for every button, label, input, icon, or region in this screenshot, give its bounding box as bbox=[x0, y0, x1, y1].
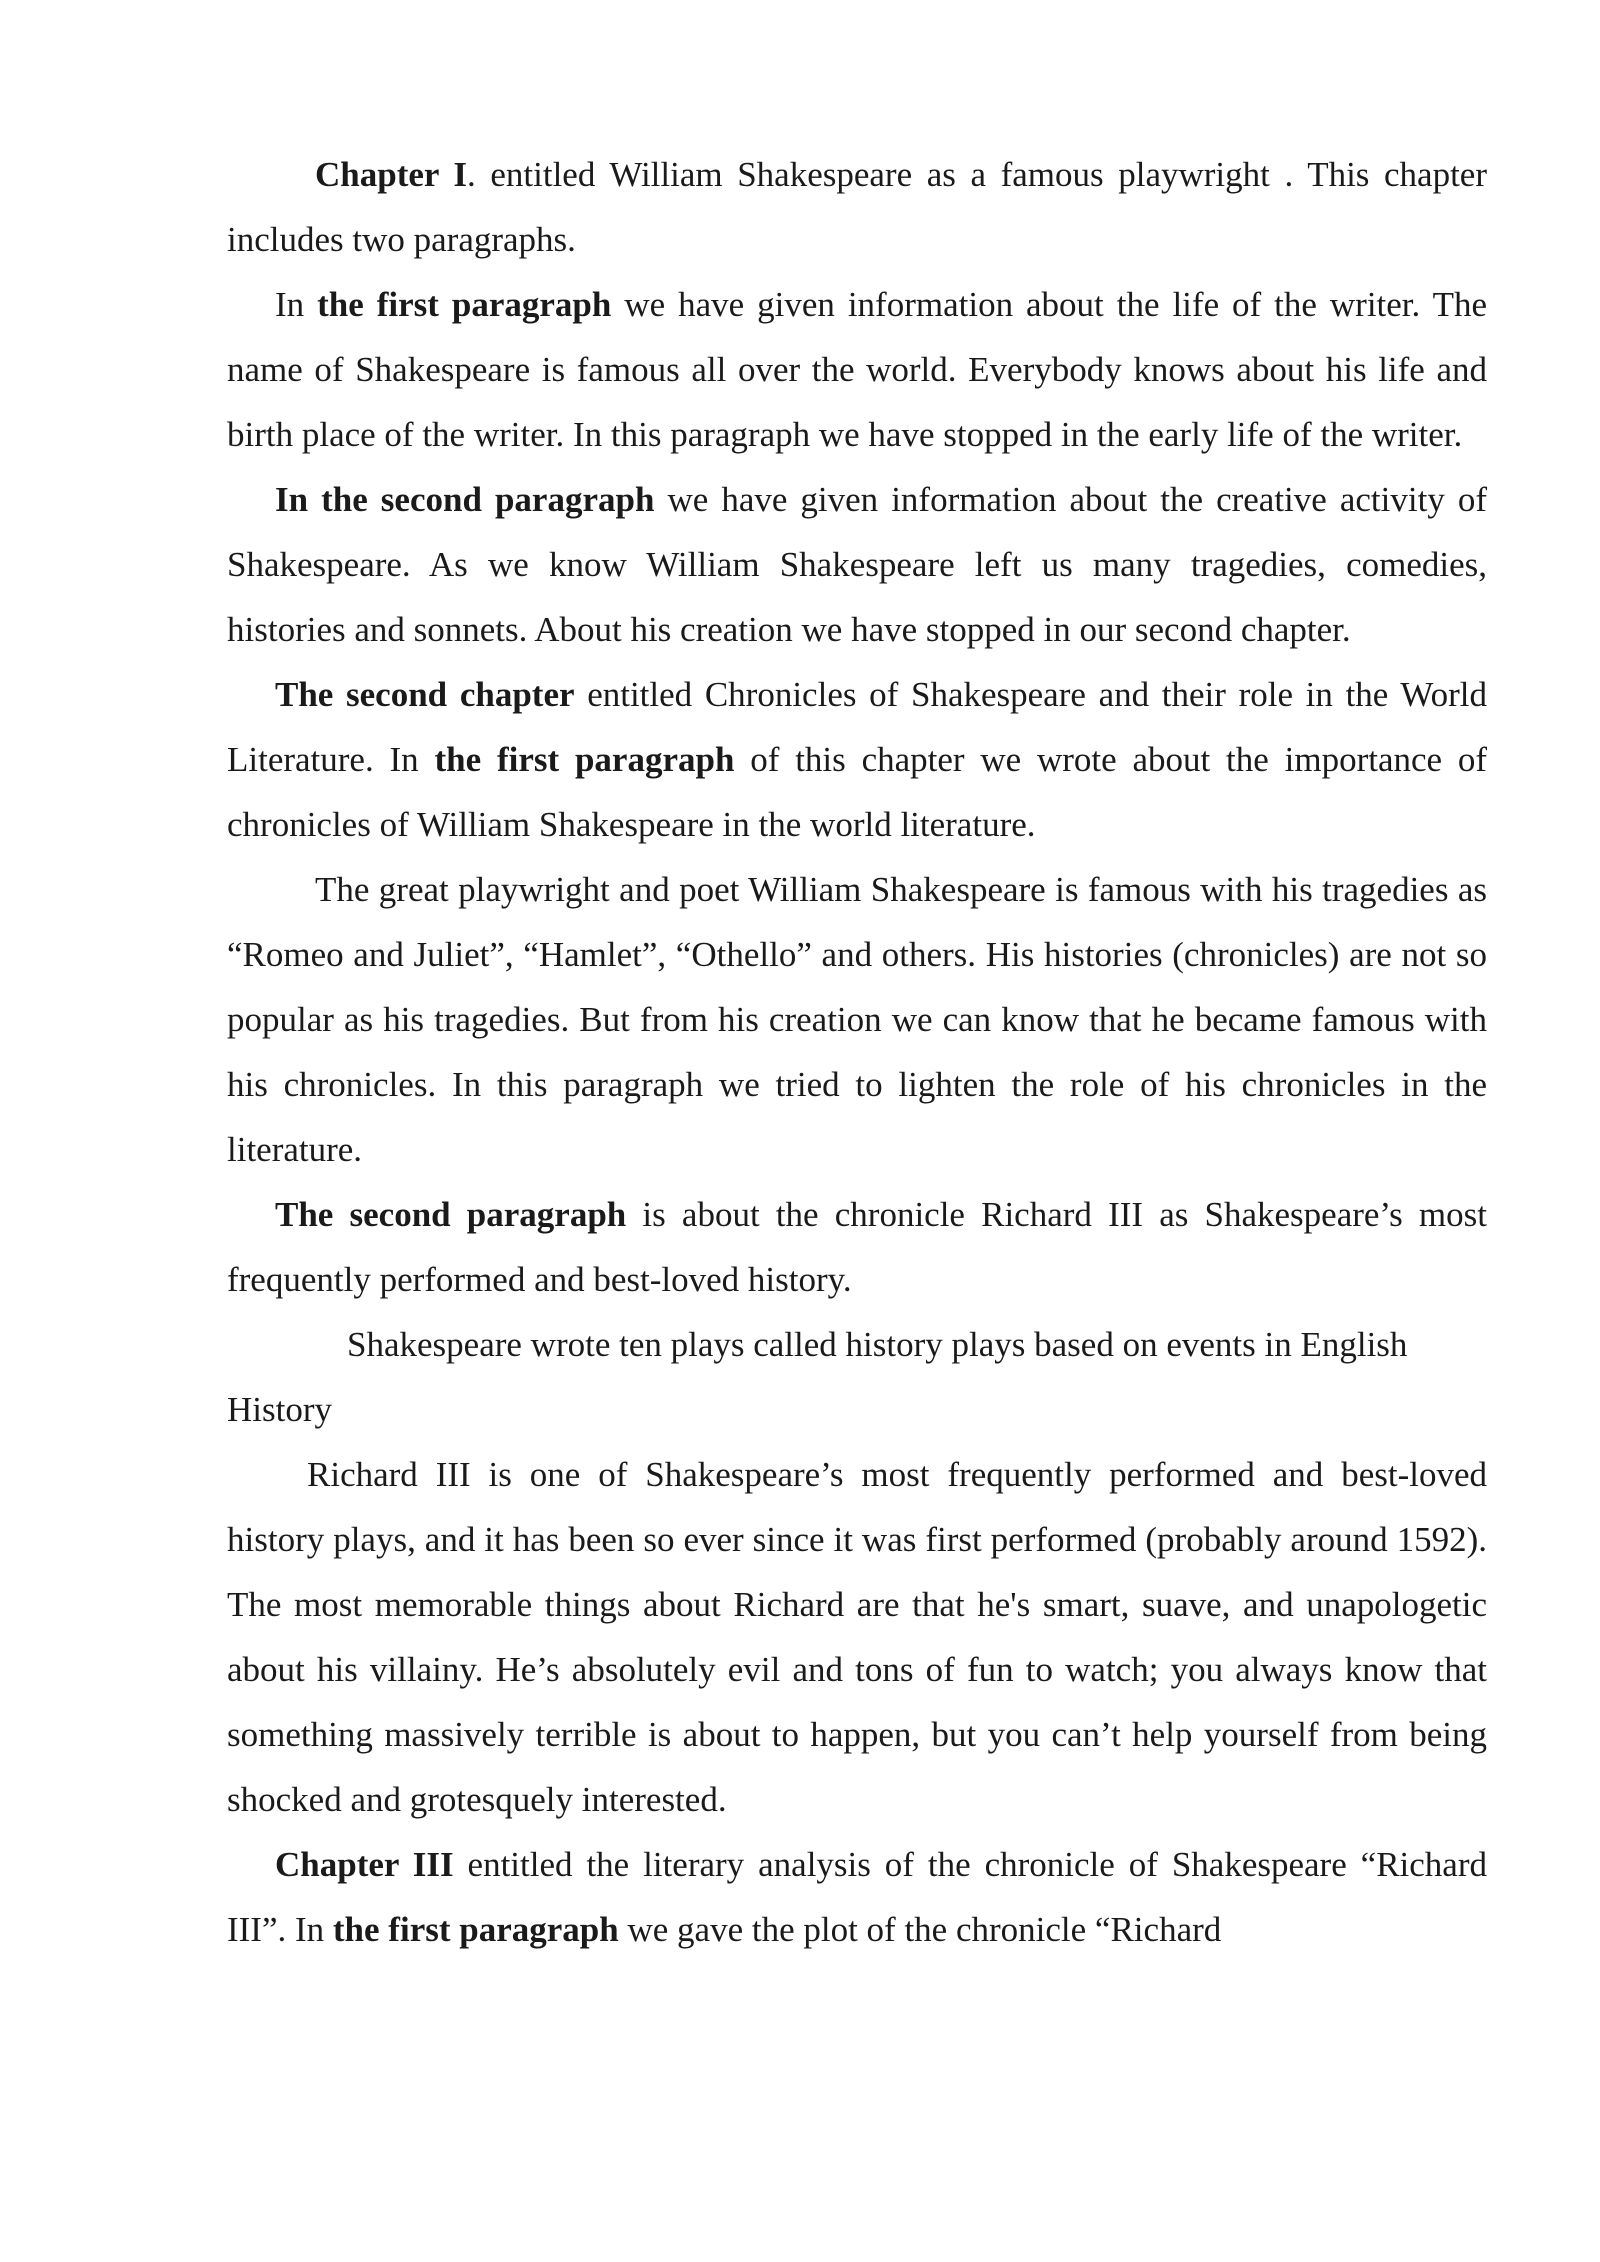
bold-phrase: The second paragraph bbox=[275, 1195, 627, 1234]
chapter-two-heading: The second chapter bbox=[275, 675, 575, 714]
paragraph-text: entitled the literary analysis of the chronicle of Shakespeare “Richard III”. In bbox=[227, 1845, 1487, 1949]
paragraph-text: we gave the plot of the chronicle “Richard bbox=[618, 1910, 1222, 1949]
paragraph-richard-iii bbox=[227, 1442, 1487, 1832]
paragraph-first-paragraph-summary bbox=[227, 272, 1487, 467]
document-body bbox=[227, 142, 1487, 1962]
paragraph-chapter-one bbox=[227, 142, 1487, 272]
paragraph-text: we have given information about the creative activity of Shakespeare. As we know William Shakespeare left us many tragedies, comedies, histories and sonnets. About his creation we have stopped in our second chapter. bbox=[227, 480, 1488, 649]
paragraph-text: is about the chronicle Richard III as Shakespeare’s most frequently performed and best-loved history. bbox=[227, 1195, 1487, 1299]
bold-phrase: the first paragraph bbox=[317, 285, 612, 324]
paragraph-text: The great playwright and poet William Shakespeare is famous with his tragedies as “Romeo and Juliet”, “Hamlet”, “Othello” and others. His histories (chronicles) are not so popular as his tragedies. But from his creation we can know that he became famous with his chronicles. In this paragraph we tried to lighten the role of his chronicles in the literature. bbox=[227, 870, 1487, 1169]
paragraph-chapter-three bbox=[227, 1832, 1487, 1962]
chapter-three-heading: Chapter III bbox=[275, 1845, 454, 1884]
bold-phrase: In the second paragraph bbox=[275, 480, 655, 519]
paragraph-text: Shakespeare wrote ten plays called history plays based on events in English History bbox=[227, 1325, 1408, 1429]
paragraph-second-paragraph-summary bbox=[227, 467, 1487, 662]
paragraph-text: Richard III is one of Shakespeare’s most frequently performed and best-loved history plays, and it has been so ever since it was first performed (probably around 1592). The most memorable things about Richard are that he's smart, suave, and unapologetic about his villainy. He’s absolutely evil and tons of fun to watch; you always know that something massively terrible is about to happen, but you can’t help yourself from being shocked and grotesquely interested. bbox=[227, 1455, 1487, 1819]
paragraph-great-playwright bbox=[227, 857, 1487, 1182]
paragraph-text: of this chapter we wrote about the importance of chronicles of William Shakespeare in the world literature. bbox=[227, 740, 1488, 844]
chapter-one-heading: Chapter I bbox=[315, 155, 468, 194]
paragraph-text: we have given information about the life of the writer. The name of Shakespeare is famous all over the world. Everybody knows about his life and birth place of the writer. In this paragraph we have stopped in the early life of the writer. bbox=[227, 285, 1488, 454]
paragraph-history-plays bbox=[227, 1312, 1487, 1442]
paragraph-second-chapter bbox=[227, 662, 1487, 857]
paragraph-text: . entitled William Shakespeare as a famous playwright . This chapter includes two paragraphs. bbox=[227, 155, 1488, 259]
paragraph-text: entitled Chronicles of Shakespeare and their role in the World Literature. In bbox=[227, 675, 1487, 779]
paragraph-text: In bbox=[275, 285, 318, 324]
bold-phrase: the first paragraph bbox=[434, 740, 735, 779]
paragraph-second-paragraph-richard bbox=[227, 1182, 1487, 1312]
bold-phrase: the first paragraph bbox=[332, 1910, 619, 1949]
